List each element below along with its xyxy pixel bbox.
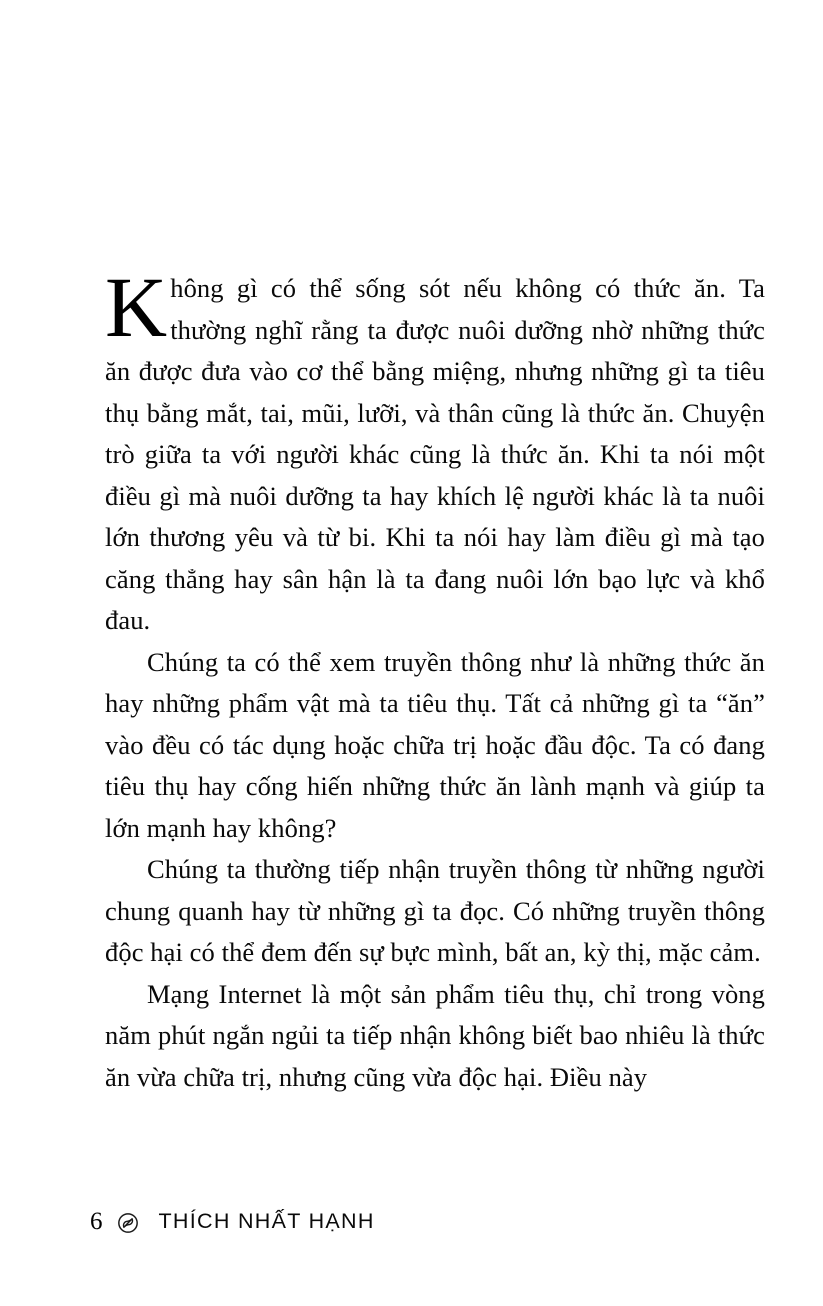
paragraph-1-text: hông gì có thể sống sót nếu không có thức ăn. Ta thường nghĩ rằng ta được nuôi dưỡng nhờ những thức ăn được đưa vào cơ thể bằng miệng, nhưng những gì ta tiêu thụ bằng mắt, tai, mũi, lưỡi, và thân cũng là thức ăn. Chuyện trò giữa ta với người khác cũng là thức ăn. Khi ta nói một điều gì mà nuôi dưỡng ta hay khích lệ người khác là ta nuôi lớn thương yêu và từ bi. Khi ta nói hay làm điều gì mà tạo căng thẳng hay sân hận là ta đang nuôi lớn bạo lực và khổ đau. bbox=[105, 273, 765, 635]
enso-ornament-icon bbox=[117, 1212, 139, 1234]
running-head-author: THÍCH NHẤT HẠNH bbox=[158, 1209, 375, 1234]
paragraph-2: Chúng ta có thể xem truyền thông như là những thức ăn hay những phẩm vật mà ta tiêu thụ. Tất cả những gì ta “ăn” vào đều có tác dụng hoặc chữa trị hoặc đầu độc. Ta có đang tiêu thụ hay cống hiến những thức ăn lành mạnh và giúp ta lớn mạnh hay không? bbox=[105, 646, 765, 843]
body-text-block bbox=[105, 259, 765, 1098]
paragraph-3: Chúng ta thường tiếp nhận truyền thông từ những người chung quanh hay từ những gì ta đọc. Có những truyền thông độc hại có thể đem đến sự bực mình, bất an, kỳ thị, mặc cảm. bbox=[105, 854, 765, 967]
page-footer bbox=[90, 1205, 375, 1239]
page-number: 6 bbox=[90, 1207, 103, 1235]
drop-cap-letter: K bbox=[105, 259, 168, 355]
paragraph-4: Mạng Internet là một sản phẩm tiêu thụ, chỉ trong vòng năm phút ngắn ngủi ta tiếp nhận không biết bao nhiêu là thức ăn vừa chữa trị, nhưng cũng vừa độc hại. Điều này bbox=[105, 978, 765, 1092]
paragraph-1 bbox=[105, 259, 765, 642]
